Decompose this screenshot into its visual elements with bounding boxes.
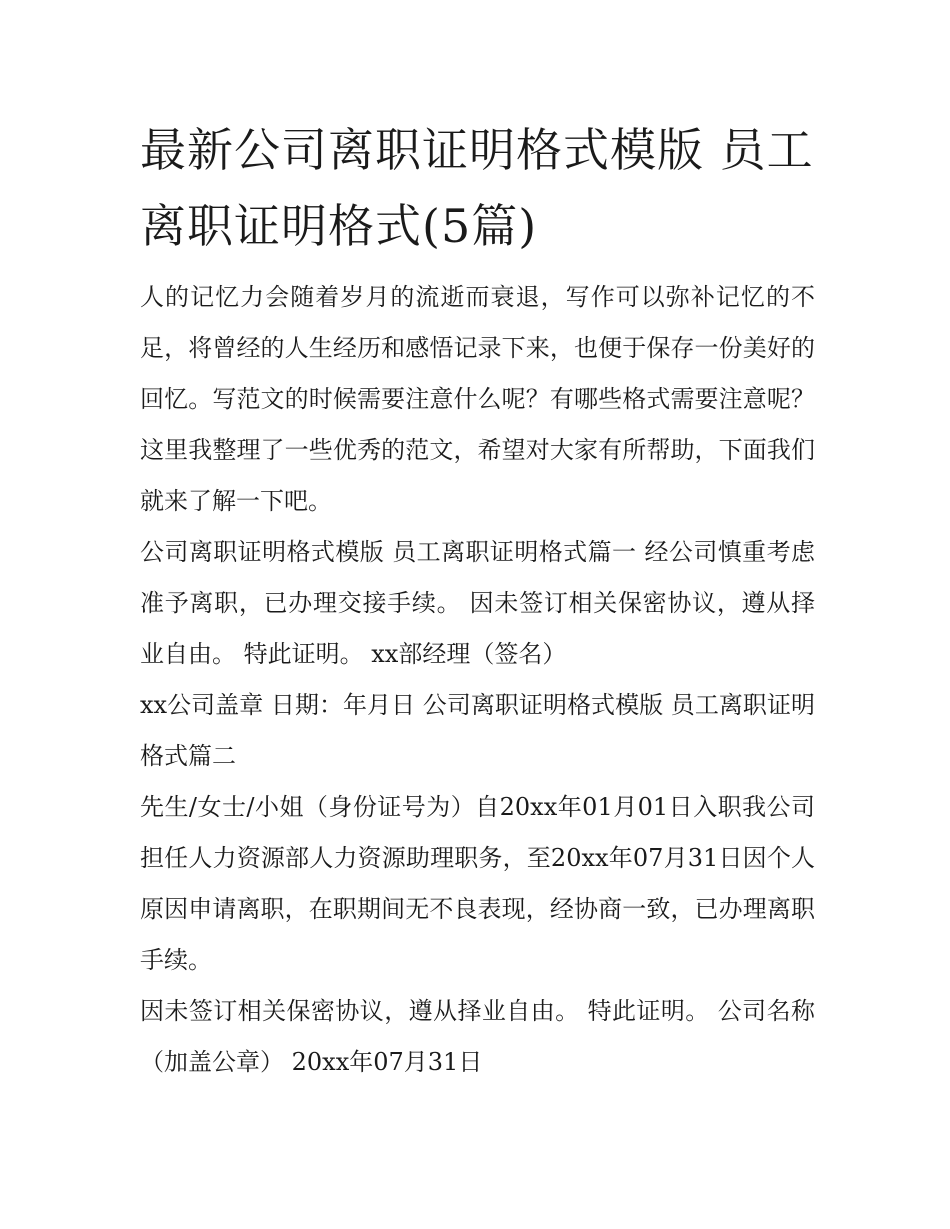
- certificate-two-body-paragraph: 先生/女士/小姐（身份证号为）自20xx年01月01日入职我公司担任人力资源部人力资源助理职务，至20xx年07月31日因个人原因申请离职，在职期间无不良表现，经协商一致，已办理离职手续。: [140, 793, 815, 974]
- intro-paragraph: 人的记忆力会随着岁月的流逝而衰退，写作可以弥补记忆的不足，将曾经的人生经历和感悟记录下来，也便于保存一份美好的回忆。写范文的时候需要注意什么呢？有哪些格式需要注意呢？这里我整理了一些优秀的范文，希望对大家有所帮助，下面我们就来了解一下吧。: [140, 283, 815, 515]
- document-page: [140, 112, 815, 1088]
- document-title: 最新公司离职证明格式模版 员工离职证明格式(5篇): [140, 123, 814, 253]
- certificate-one-paragraph: 公司离职证明格式模版 员工离职证明格式篇一 经公司慎重考虑准予离职，已办理交接手续。 因未签订相关保密协议，遵从择业自由。 特此证明。 xx部经理（签名）: [140, 538, 815, 668]
- certificate-one-signature-paragraph: xx公司盖章 日期：年月日 公司离职证明格式模版 员工离职证明格式篇二: [140, 691, 815, 770]
- certificate-two-closing-paragraph: 因未签订相关保密协议，遵从择业自由。 特此证明。 公司名称（加盖公章） 20xx年07月31日: [140, 997, 815, 1076]
